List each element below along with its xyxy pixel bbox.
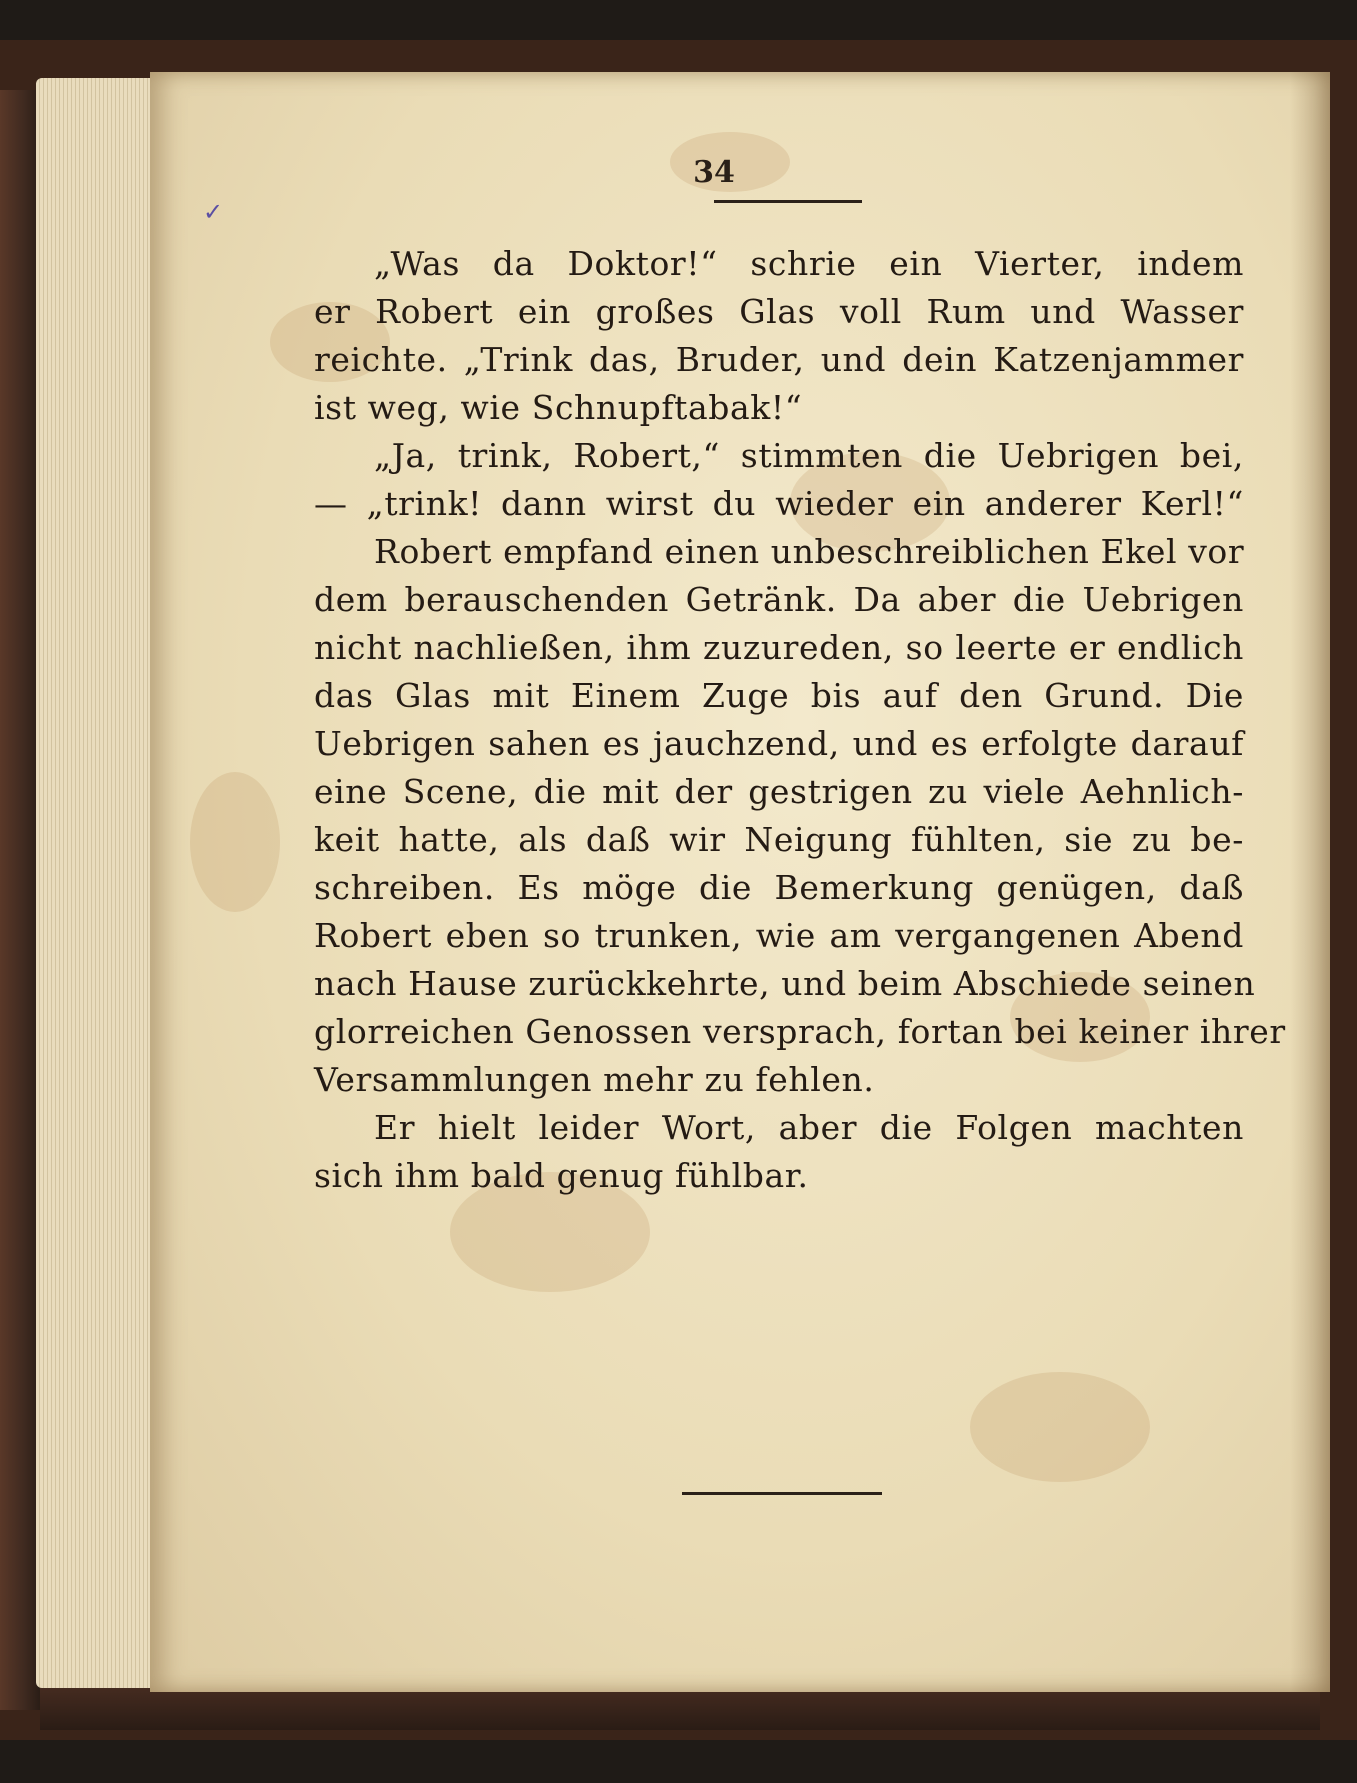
text-line: dem berauschenden Getränk. Da aber die Uebrigen <box>314 580 1244 619</box>
text-line: schreiben. Es möge die Bemerkung genügen, daß <box>314 868 1244 907</box>
text-line: ist weg, wie Schnupftabak!“ <box>314 388 803 427</box>
text-line: keit hatte, als daß wir Neigung fühlten, sie zu be- <box>314 820 1244 859</box>
foxing-stain <box>190 772 280 912</box>
text-line: Robert eben so trunken, wie am vergangenen Abend <box>314 916 1244 955</box>
text-line: — „trink! dann wirst du wieder ein anderer Kerl!“ <box>314 484 1244 523</box>
text-line: Er hielt leider Wort, aber die Folgen machten <box>374 1108 1244 1147</box>
text-line: das Glas mit Einem Zuge bis auf den Grund. Die <box>314 676 1244 715</box>
end-rule <box>682 1492 882 1495</box>
text-line: reichte. „Trink das, Bruder, und dein Katzenjammer <box>314 340 1244 379</box>
book-page <box>150 72 1330 1692</box>
text-line: glorreichen Genossen versprach, fortan bei keiner ihrer <box>314 1012 1286 1051</box>
cover-spine-edge <box>0 90 40 1710</box>
page-number: 34 <box>693 155 735 190</box>
text-line: Robert empfand einen unbeschreiblichen Ekel vor <box>374 532 1245 571</box>
text-line: Uebrigen sahen es jauchzend, und es erfolgte darauf <box>314 724 1244 763</box>
pen-mark-icon: ✓ <box>203 198 224 226</box>
foxing-stain <box>970 1372 1150 1482</box>
text-line: sich ihm bald genug fühlbar. <box>314 1156 809 1195</box>
text-line: „Was da Doktor!“ schrie ein Vierter, indem <box>374 244 1244 283</box>
text-line: er Robert ein großes Glas voll Rum und Wasser <box>314 292 1244 331</box>
page-gutter-shadow <box>1290 72 1330 1692</box>
text-line: Versammlungen mehr zu fehlen. <box>314 1060 875 1099</box>
text-line: nicht nachließen, ihm zuzureden, so leerte er endlich <box>314 628 1244 667</box>
header-rule <box>714 200 862 203</box>
text-line: eine Scene, die mit der gestrigen zu viele Aehnlich- <box>314 772 1244 811</box>
page-stack-edges <box>36 78 166 1688</box>
body-text <box>314 240 1286 1200</box>
text-line: nach Hause zurückkehrte, und beim Abschiede seinen <box>314 964 1256 1003</box>
text-line: „Ja, trink, Robert,“ stimmten die Uebrigen bei, <box>374 436 1244 475</box>
